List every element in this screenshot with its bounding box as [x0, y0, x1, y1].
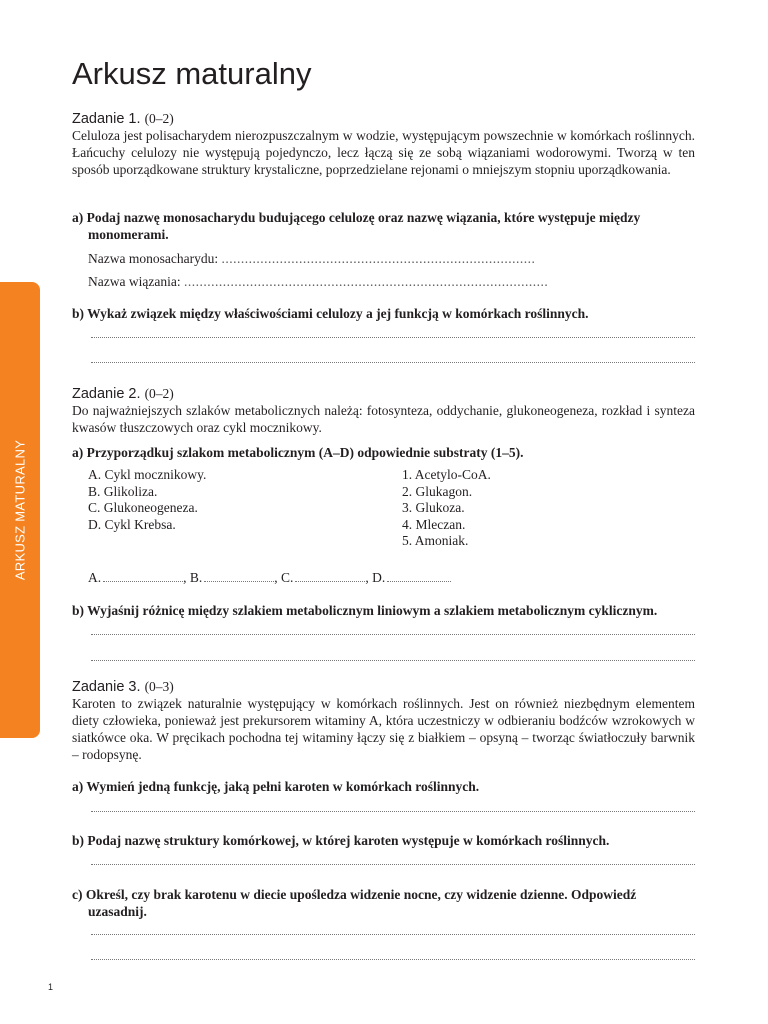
task-2-points: (0–2) [144, 386, 174, 401]
page-number: 1 [48, 982, 54, 992]
match-blank-a[interactable] [103, 581, 183, 582]
pathway-list [88, 467, 206, 533]
answer-field-label: Nazwa monosacharydu: [88, 251, 219, 266]
answer-line[interactable] [91, 660, 695, 661]
substrate-item: 4. Mleczan. [402, 516, 466, 532]
task-1-heading [72, 110, 174, 128]
task-1-title: Zadanie 1. [72, 111, 141, 127]
pathway-item: C. Glukoneogeneza. [88, 500, 198, 515]
pathway-item: A. Cykl mocznikowy. [88, 467, 207, 482]
answer-line[interactable] [91, 934, 695, 935]
task-3c-label: c) Określ, czy brak karotenu w diecie upośledza widzenie nocne, czy widzenie dzienne. Odpowiedź [72, 887, 637, 902]
answer-field-bond[interactable] [88, 273, 548, 290]
task-3c-question [72, 886, 695, 920]
match-label-d: D. [372, 570, 386, 585]
answer-line[interactable] [91, 634, 695, 635]
answer-field-monosaccharide[interactable] [88, 250, 535, 267]
match-label-c: C. [281, 570, 294, 585]
answer-field-label: Nazwa wiązania: [88, 274, 181, 289]
task-3-title: Zadanie 3. [72, 679, 141, 695]
task-3-heading [72, 678, 174, 696]
task-1a-label: a) Podaj nazwę monosacharydu budującego celulozę oraz nazwę wiązania, które występuje między [72, 210, 641, 225]
task-1-points: (0–2) [144, 111, 174, 126]
task-2-intro: Do najważniejszych szlaków metabolicznych należą: fotosynteza, oddychanie, glukoneogeneza, rozkład i synteza kwasów tłuszczowych oraz cykl mocznikowy. [72, 403, 695, 435]
answer-field-dots: .............................................................................................. [183, 274, 549, 289]
substrate-item: 3. Glukoza. [402, 500, 465, 515]
match-separator: , [183, 570, 187, 585]
answer-line[interactable] [91, 864, 695, 865]
match-label-b: B. [189, 570, 203, 585]
task-2-heading [72, 385, 174, 403]
match-separator: , [365, 570, 369, 585]
match-blank-c[interactable] [295, 581, 365, 582]
task-1a-question [72, 209, 695, 243]
task-2-title: Zadanie 2. [72, 386, 141, 402]
pathway-item: B. Glikoliza. [88, 483, 158, 499]
match-blank-b[interactable] [204, 581, 274, 582]
task-2a-label: a) Przyporządkuj szlakom metabolicznym (A–D) odpowiednie substraty (1–5). [72, 445, 524, 460]
page-title: Arkusz maturalny [72, 56, 312, 91]
substrate-list [402, 467, 491, 550]
substrate-item: 1. Acetylo-CoA. [402, 467, 491, 482]
answer-line[interactable] [91, 362, 695, 363]
task-1b-question [72, 305, 695, 322]
pathway-item: D. Cykl Krebsa. [88, 516, 176, 532]
side-tab-label: ARKUSZ MATURALNY [12, 439, 28, 581]
substrate-item: 2. Glukagon. [402, 483, 473, 499]
answer-field-dots: ................................................................................. [221, 251, 536, 266]
match-separator: , [274, 570, 278, 585]
task-3-intro: Karoten to związek naturalnie występujący w komórkach roślinnych. Jest on również niezbędnym elementem diety człowieka, ponieważ jest prekursorem witaminy A, która uczestniczy w odbieraniu bodźców wzrokowych w siatkówce oka. W pręcikach pochodna tej witaminy łączy się z białkiem – opsyną – tworząc światłoczuły barwnik – rodopsynę. [72, 696, 695, 762]
matching-answer-row [88, 569, 451, 586]
answer-line[interactable] [91, 959, 695, 960]
task-2b-question [72, 602, 695, 619]
task-3a-label: a) Wymień jedną funkcję, jaką pełni karoten w komórkach roślinnych. [72, 779, 480, 794]
task-3-points: (0–3) [144, 679, 174, 694]
task-3a-question [72, 778, 695, 795]
match-blank-d[interactable] [387, 581, 451, 582]
task-2b-label: b) Wyjaśnij różnicę między szlakiem metabolicznym liniowym a szlakiem metabolicznym cyklicznym. [72, 603, 658, 618]
task-3b-question [72, 832, 695, 849]
task-2a-question [72, 444, 695, 461]
answer-line[interactable] [91, 337, 695, 338]
task-3b-label: b) Podaj nazwę struktury komórkowej, w której karoten występuje w komórkach roślinnych. [72, 833, 610, 848]
task-1a-label-cont: monomerami. [88, 227, 169, 242]
task-1-intro: Celuloza jest polisacharydem nierozpuszczalnym w wodzie, występującym powszechnie w komórkach roślinnych. Łańcuchy celulozy nie występują pojedynczo, lecz łączą się ze sobą wiązaniami wodorowymi. Tworzą w ten sposób uporządkowane struktury krystaliczne, poprzedzielane rejonami o mniejszym stopniu uporządkowania. [72, 128, 695, 177]
match-label-a: A. [88, 570, 102, 585]
task-3c-label-cont: uzasadnij. [88, 904, 147, 919]
task-1b-label: b) Wykaż związek między właściwościami celulozy a jej funkcją w komórkach roślinnych. [72, 306, 589, 321]
answer-line[interactable] [91, 811, 695, 812]
substrate-item: 5. Amoniak. [402, 533, 469, 548]
